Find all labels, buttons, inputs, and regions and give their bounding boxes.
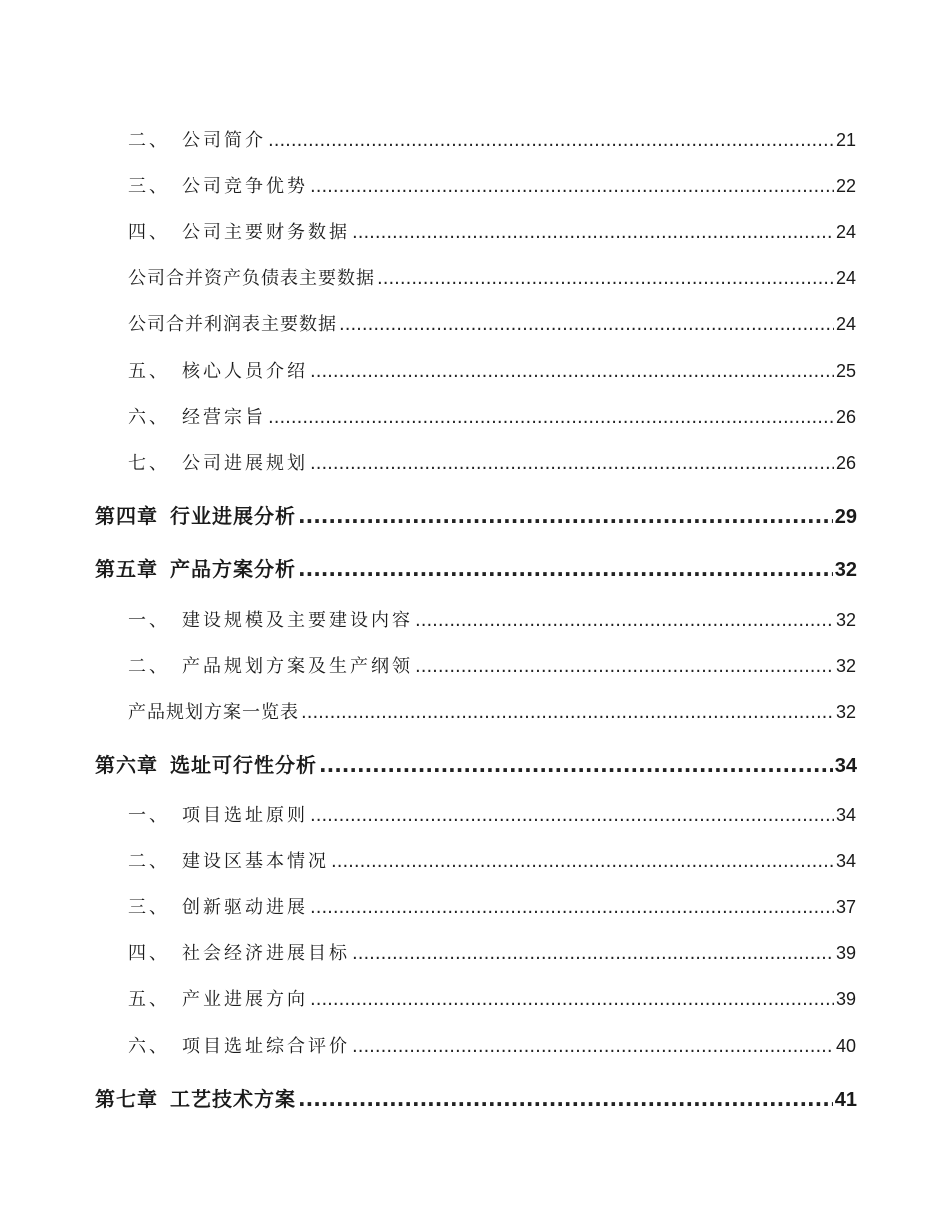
toc-entry-page: 24 [835, 314, 856, 334]
toc-entry-number: 一、 [128, 610, 170, 631]
toc-entry-number: 七、 [128, 453, 170, 474]
dot-leader [331, 851, 834, 872]
toc-entry[interactable] [128, 985, 856, 1011]
toc-chapter-number: 第四章 [95, 504, 158, 528]
toc-chapter[interactable] [95, 1083, 857, 1112]
dot-leader [298, 557, 833, 581]
toc-entry[interactable] [128, 218, 856, 244]
toc-entry[interactable] [128, 449, 856, 475]
toc-entry-page: 26 [835, 453, 856, 473]
toc-entry[interactable] [128, 893, 856, 919]
toc-chapter-number: 第五章 [95, 557, 158, 581]
toc-entry[interactable] [128, 801, 856, 827]
toc-entry-title: 产业进展方向 [182, 989, 308, 1010]
toc-entry[interactable] [128, 357, 856, 383]
toc-chapter-page: 34 [834, 755, 857, 777]
toc-entry[interactable] [128, 698, 856, 724]
toc-entry-page: 39 [835, 943, 856, 963]
toc-chapter-page: 32 [834, 559, 857, 581]
toc-chapter-title: 产品方案分析 [170, 557, 296, 581]
toc-entry-title: 经营宗旨 [182, 407, 266, 428]
toc-chapter-title: 行业进展分析 [170, 504, 296, 528]
toc-chapter-title: 工艺技术方案 [170, 1087, 296, 1111]
toc-entry-page: 32 [835, 610, 856, 630]
toc-entry-page: 25 [835, 361, 856, 381]
toc-entry[interactable] [128, 310, 856, 336]
toc-entry-title: 公司主要财务数据 [182, 222, 350, 243]
toc-entry-title: 项目选址综合评价 [182, 1036, 350, 1057]
toc-entry-page: 34 [835, 805, 856, 825]
dot-leader [301, 702, 834, 723]
toc-chapter-page: 41 [834, 1089, 857, 1111]
toc-entry-number: 四、 [128, 222, 170, 243]
dot-leader [415, 610, 834, 631]
toc-entry-page: 32 [835, 702, 856, 722]
toc-entry-number: 六、 [128, 407, 170, 428]
dot-leader [310, 805, 834, 826]
toc-entry-title: 公司竞争优势 [182, 176, 308, 197]
toc-entry-number: 一、 [128, 805, 170, 826]
toc-entry-page: 40 [835, 1036, 856, 1056]
toc-entry-number: 三、 [128, 897, 170, 918]
toc-entry-number: 二、 [128, 851, 170, 872]
toc-entry-title: 创新驱动进展 [182, 897, 308, 918]
toc-chapter-number: 第七章 [95, 1087, 158, 1111]
toc-entry-title: 社会经济进展目标 [182, 943, 350, 964]
toc-chapter[interactable] [95, 749, 857, 778]
dot-leader [310, 453, 834, 474]
toc-entry-title: 核心人员介绍 [182, 361, 308, 382]
toc-entry-title: 产品规划方案一览表 [128, 702, 299, 723]
toc-entry[interactable] [128, 606, 856, 632]
toc-chapter[interactable] [95, 500, 857, 529]
toc-entry-title: 产品规划方案及生产纲领 [182, 656, 413, 677]
toc-entry-page: 34 [835, 851, 856, 871]
toc-entry-page: 39 [835, 989, 856, 1009]
toc-chapter[interactable] [95, 553, 857, 582]
dot-leader [352, 222, 834, 243]
toc-entry-title: 公司进展规划 [182, 453, 308, 474]
toc-entry-number: 三、 [128, 176, 170, 197]
dot-leader [310, 176, 834, 197]
toc-entry[interactable] [128, 172, 856, 198]
toc-entry-number: 六、 [128, 1036, 170, 1057]
toc-entry-number: 四、 [128, 943, 170, 964]
toc-entry[interactable] [128, 126, 856, 152]
toc-entry-page: 32 [835, 656, 856, 676]
dot-leader [377, 268, 834, 289]
dot-leader [310, 361, 834, 382]
toc-entry[interactable] [128, 652, 856, 678]
dot-leader [415, 656, 834, 677]
toc-entry-title: 建设规模及主要建设内容 [182, 610, 413, 631]
toc-chapter-number: 第六章 [95, 753, 158, 777]
toc-entry[interactable] [128, 1032, 856, 1058]
toc-entry-page: 37 [835, 897, 856, 917]
toc-entry-title: 公司简介 [182, 130, 266, 151]
toc-entry[interactable] [128, 847, 856, 873]
toc-entry[interactable] [128, 939, 856, 965]
dot-leader [298, 504, 833, 528]
toc-entry-title: 建设区基本情况 [182, 851, 329, 872]
dot-leader [339, 314, 834, 335]
toc-chapter-title: 选址可行性分析 [170, 753, 317, 777]
dot-leader [268, 407, 834, 428]
toc-entry-page: 24 [835, 222, 856, 242]
dot-leader [298, 1087, 833, 1111]
dot-leader [310, 897, 834, 918]
toc-entry-number: 二、 [128, 656, 170, 677]
toc-entry-page: 22 [835, 176, 856, 196]
toc-entry-title: 公司合并利润表主要数据 [128, 314, 337, 335]
dot-leader [352, 943, 834, 964]
toc-entry-number: 二、 [128, 130, 170, 151]
dot-leader [310, 989, 834, 1010]
toc-entry[interactable] [128, 264, 856, 290]
toc-entry-title: 公司合并资产负债表主要数据 [128, 268, 375, 289]
toc-entry-page: 21 [835, 130, 856, 150]
toc-entry-page: 26 [835, 407, 856, 427]
toc-entry-number: 五、 [128, 361, 170, 382]
toc-entry-page: 24 [835, 268, 856, 288]
toc-chapter-page: 29 [834, 506, 857, 528]
toc-entry[interactable] [128, 403, 856, 429]
dot-leader [268, 130, 834, 151]
dot-leader [352, 1036, 834, 1057]
toc-entry-number: 五、 [128, 989, 170, 1010]
dot-leader [319, 753, 833, 777]
toc-entry-title: 项目选址原则 [182, 805, 308, 826]
